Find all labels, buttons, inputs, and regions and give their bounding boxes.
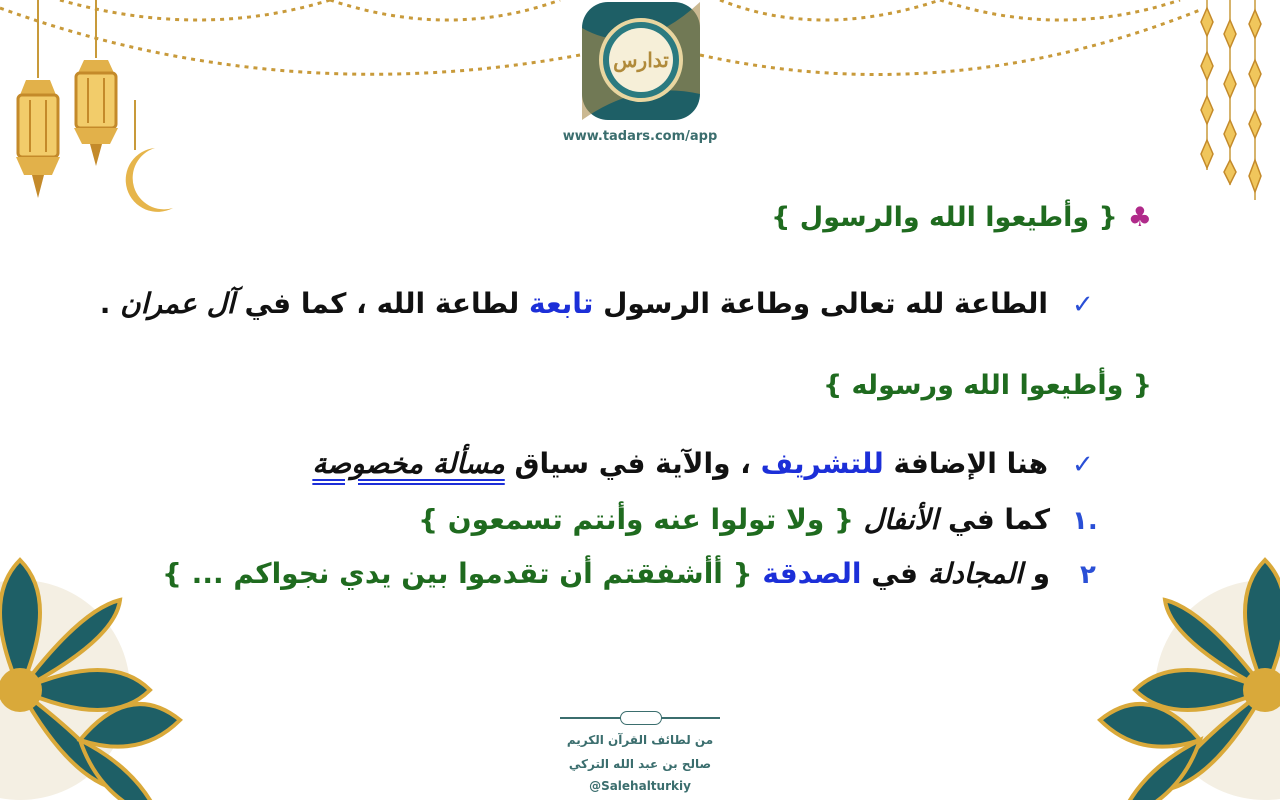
text-segment: لطاعة الله ، كما في bbox=[234, 287, 529, 320]
verse-quote: { ولا تولوا عنه وأنتم تسمعون } bbox=[418, 503, 864, 536]
text-segment: ، والآية في سياق bbox=[504, 447, 761, 480]
text-segment: الطاعة لله تعالى وطاعة الرسول bbox=[593, 287, 1048, 320]
footer-handle[interactable]: @Salehalturkiy bbox=[589, 779, 691, 793]
verse-text: { وأطيعوا الله والرسول } bbox=[771, 202, 1118, 233]
footer-author: صالح بن عبد الله التركي bbox=[568, 757, 712, 771]
highlight-word: الصدقة bbox=[762, 557, 862, 590]
text-segment: كما في bbox=[938, 503, 1050, 536]
checkmark-icon: ✓ bbox=[1072, 290, 1094, 320]
explanation-line-1 bbox=[100, 287, 1048, 320]
text-segment: و bbox=[1022, 557, 1050, 590]
text-segment: . bbox=[99, 287, 121, 320]
text-segment: هنا الإضافة bbox=[883, 447, 1048, 480]
verse-heading-1 bbox=[771, 202, 1152, 233]
list-item-1 bbox=[418, 503, 1050, 536]
list-number: ١. bbox=[1072, 506, 1098, 536]
text-segment: في bbox=[861, 557, 928, 590]
explanation-line-2 bbox=[312, 447, 1048, 480]
highlight-word: للتشريف bbox=[760, 447, 884, 480]
svg-text:تدارس: تدارس bbox=[613, 48, 669, 72]
verse-heading-2: { وأطيعوا الله ورسوله } bbox=[822, 370, 1152, 401]
highlight-word: تابعة bbox=[529, 287, 594, 320]
surah-name: المجادلة bbox=[927, 557, 1023, 590]
surah-name: آل عمران bbox=[120, 287, 235, 320]
list-number: ٢ bbox=[1080, 560, 1096, 590]
club-bullet-icon: ♣ bbox=[1127, 202, 1152, 233]
underlined-phrase: مسألة مخصوصة bbox=[312, 447, 505, 480]
divider-ornament-icon bbox=[620, 711, 662, 725]
list-item-2 bbox=[162, 557, 1050, 590]
footer-series-title: من لطائف القرآن الكريم bbox=[566, 733, 714, 747]
checkmark-icon: ✓ bbox=[1072, 450, 1094, 480]
surah-name: الأنفال bbox=[863, 503, 939, 536]
verse-quote: { أأشفقتم أن تقدموا بين يدي نجواكم ... } bbox=[162, 557, 763, 590]
app-url-link[interactable]: www.tadars.com/app bbox=[562, 129, 718, 144]
